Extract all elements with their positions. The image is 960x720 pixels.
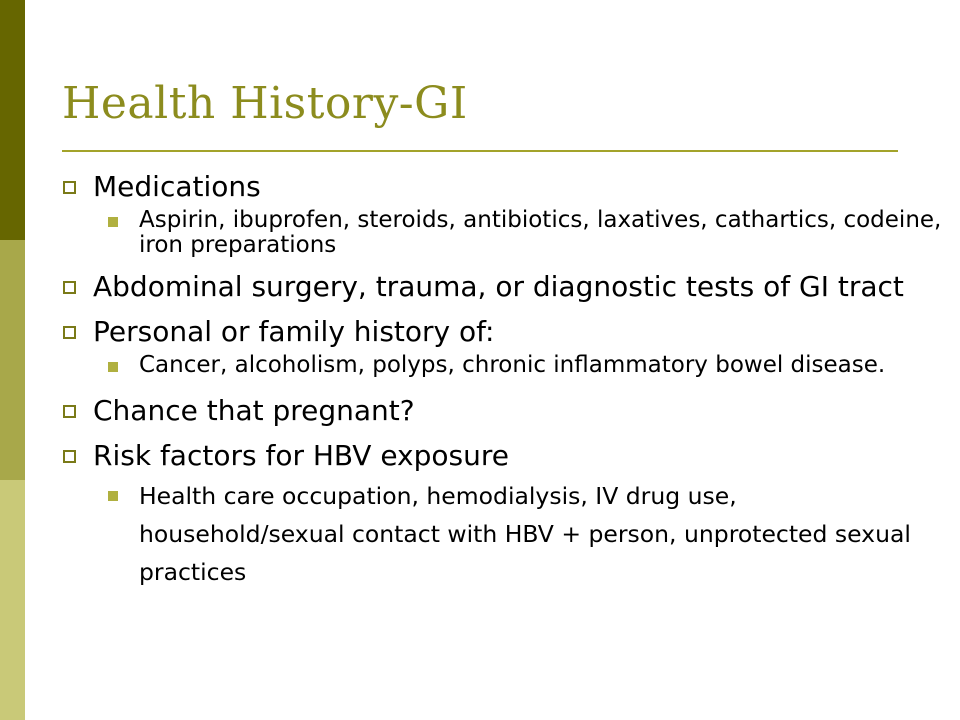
bullet-medications: Medications — [60, 170, 945, 203]
hollow-square-bullet-icon — [63, 405, 76, 418]
title-underline — [62, 150, 898, 152]
filled-square-bullet-icon — [108, 491, 118, 501]
filled-square-bullet-icon — [108, 362, 118, 372]
slide-content — [60, 170, 945, 591]
slide-title: Health History-GI — [62, 78, 468, 129]
hollow-square-bullet-icon — [63, 281, 76, 294]
hollow-square-bullet-icon — [63, 181, 76, 194]
bullet-personal-family-history: Personal or family history of: — [60, 315, 945, 348]
side-stripe-middle — [0, 240, 25, 480]
bullet-hbv-risk-factors: Risk factors for HBV exposure — [60, 439, 945, 472]
side-stripe-top — [0, 0, 25, 240]
side-stripe-bottom — [0, 480, 25, 720]
filled-square-bullet-icon — [108, 217, 118, 227]
sub-bullet-history-list: Cancer, alcoholism, polyps, chronic inflammatory bowel disease. — [60, 353, 945, 378]
bullet-abdominal-surgery: Abdominal surgery, trauma, or diagnostic tests of GI tract — [60, 270, 945, 303]
sub-bullet-hbv-list: Health care occupation, hemodialysis, IV drug use, household/sexual contact with HBV + person, unprotected sexual practices — [60, 477, 945, 591]
sub-bullet-medication-list: Aspirin, ibuprofen, steroids, antibiotics, laxatives, cathartics, codeine, iron preparations — [60, 208, 945, 258]
hollow-square-bullet-icon — [63, 326, 76, 339]
bullet-pregnancy: Chance that pregnant? — [60, 394, 945, 427]
hollow-square-bullet-icon — [63, 450, 76, 463]
